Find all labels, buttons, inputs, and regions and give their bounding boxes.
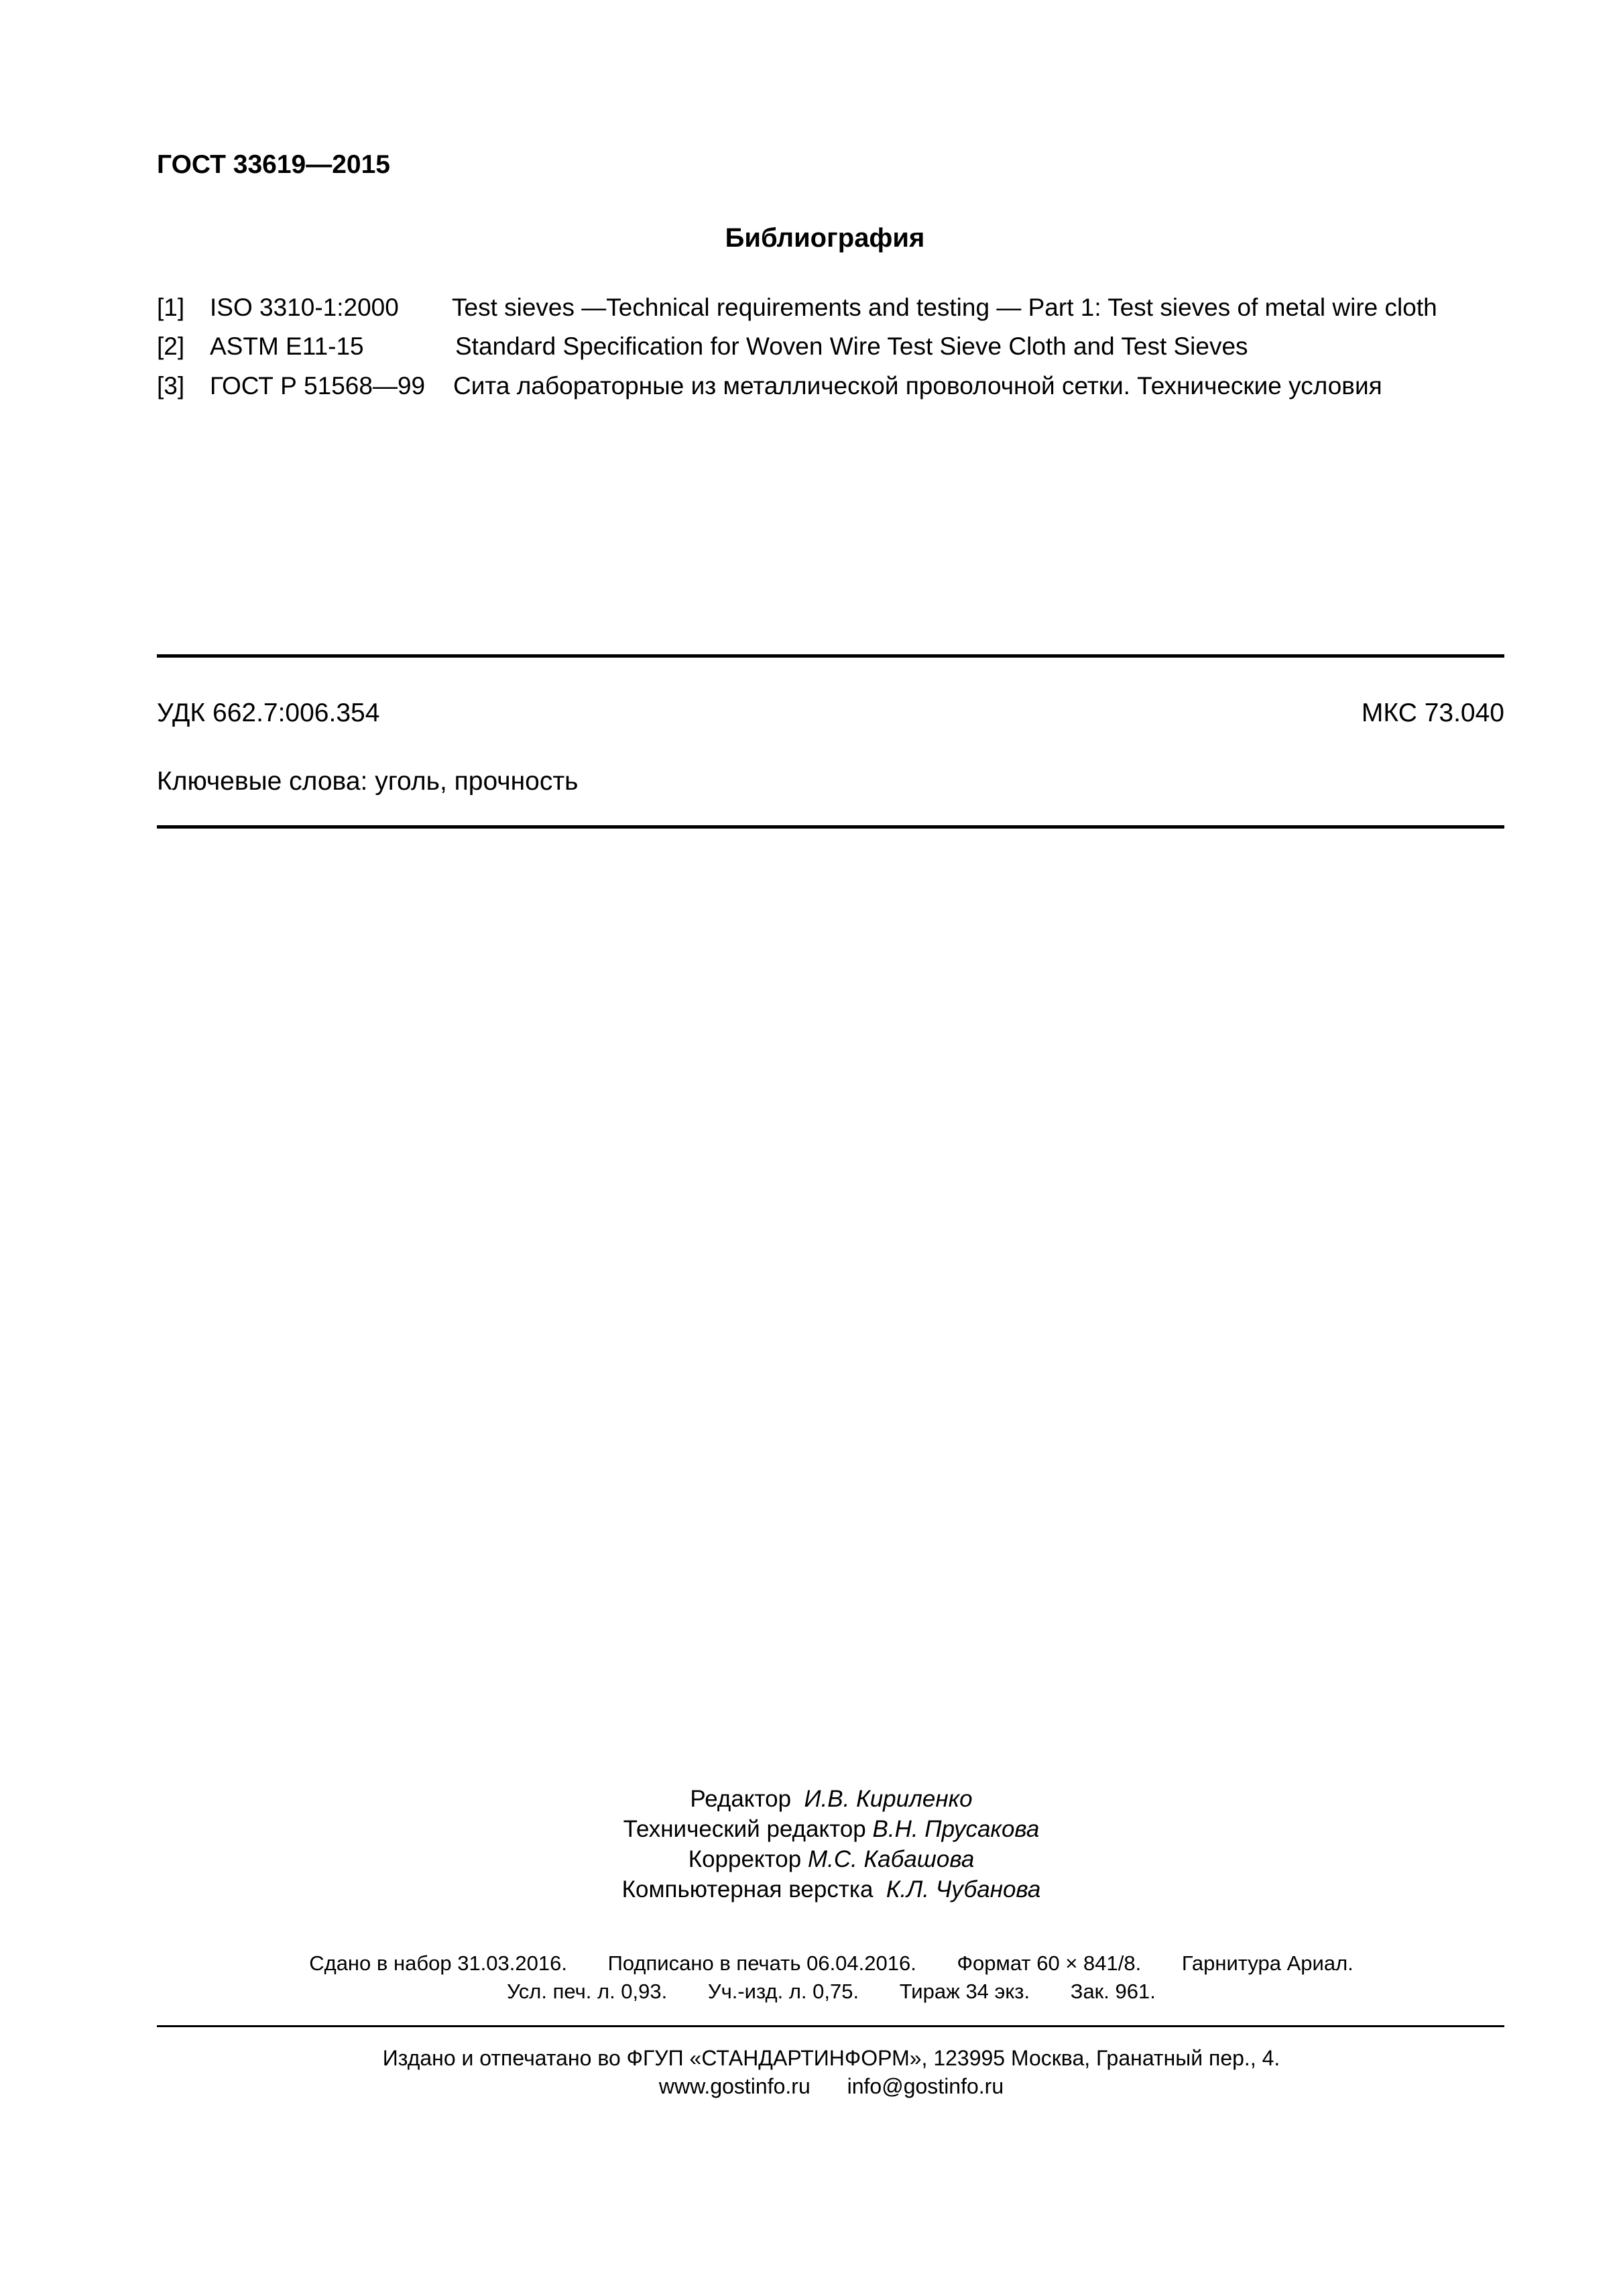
imprint-divider <box>157 2025 1504 2027</box>
publisher-address: Издано и отпечатано во ФГУП «СТАНДАРТИНФОРМ», 123995 Москва, Гранатный пер., 4. <box>382 2046 1280 2070</box>
credit-editor <box>0 1786 1623 1813</box>
imprint-edit-sheets: Уч.-изд. л. 0,75. <box>707 1980 859 2003</box>
credit-person: И.В. Кириленко <box>804 1786 973 1812</box>
credit-person: М.С. Кабашова <box>807 1846 975 1872</box>
credit-role: Компьютерная верстка <box>621 1876 874 1902</box>
credit-technical-editor <box>0 1816 1623 1843</box>
mks-label: МКС <box>1361 699 1417 727</box>
imprint-line-1 <box>0 1951 1623 1976</box>
reference-code: ASTM E11-15 <box>210 333 364 360</box>
imprint-circulation: Тираж 34 экз. <box>899 1980 1030 2003</box>
reference-title: Сита лабораторные из металлической проволочной сетки. Технические условия <box>453 372 1382 400</box>
reference-code: ISO 3310-1:2000 <box>210 294 399 321</box>
reference-number: [1] <box>157 294 185 321</box>
mks-value: 73.040 <box>1424 699 1504 727</box>
reference-title: Test sieves —Technical requirements and testing — Part 1: Test sieves of metal wire cloth <box>452 294 1437 321</box>
keywords-value: уголь, прочность <box>375 767 579 796</box>
reference-number: [3] <box>157 372 185 400</box>
imprint-print-sheets: Усл. печ. л. 0,93. <box>507 1980 668 2003</box>
bottom-divider <box>157 825 1504 829</box>
imprint-signed: Подписано в печать 06.04.2016. <box>607 1951 916 1975</box>
imprint-typeface: Гарнитура Ариал. <box>1181 1951 1354 1975</box>
reference-code: ГОСТ Р 51568—99 <box>210 372 426 400</box>
credit-person: В.Н. Прусакова <box>872 1816 1040 1842</box>
credit-role: Редактор <box>690 1786 792 1812</box>
keywords <box>157 767 579 796</box>
imprint-order: Зак. 961. <box>1070 1980 1156 2003</box>
imprint-submitted: Сдано в набор 31.03.2016. <box>309 1951 567 1975</box>
udk-code <box>157 699 379 728</box>
publisher-website: www.gostinfo.ru <box>658 2074 810 2098</box>
bibliography-title: Библиография <box>725 223 925 253</box>
keywords-label: Ключевые слова: <box>157 767 368 796</box>
reference-number: [2] <box>157 333 185 360</box>
publisher-email: info@gostinfo.ru <box>847 2074 1004 2098</box>
credit-proofreader <box>0 1846 1623 1873</box>
credit-role: Корректор <box>688 1846 802 1872</box>
reference-title: Standard Specification for Woven Wire Test Sieve Cloth and Test Sieves <box>455 333 1248 360</box>
udk-value: 662.7:006.354 <box>213 699 380 727</box>
mks-code <box>1362 699 1504 728</box>
top-divider <box>157 654 1504 658</box>
credit-person: К.Л. Чубанова <box>886 1876 1041 1902</box>
publisher-contacts <box>0 2074 1623 2099</box>
imprint-format: Формат 60 × 841/8. <box>957 1951 1142 1975</box>
document-code: ГОСТ 33619—2015 <box>157 150 390 179</box>
credit-role: Технический редактор <box>623 1816 866 1842</box>
imprint-line-2 <box>0 1980 1623 2004</box>
udk-label: УДК <box>157 699 206 727</box>
credit-layout <box>0 1876 1623 1903</box>
